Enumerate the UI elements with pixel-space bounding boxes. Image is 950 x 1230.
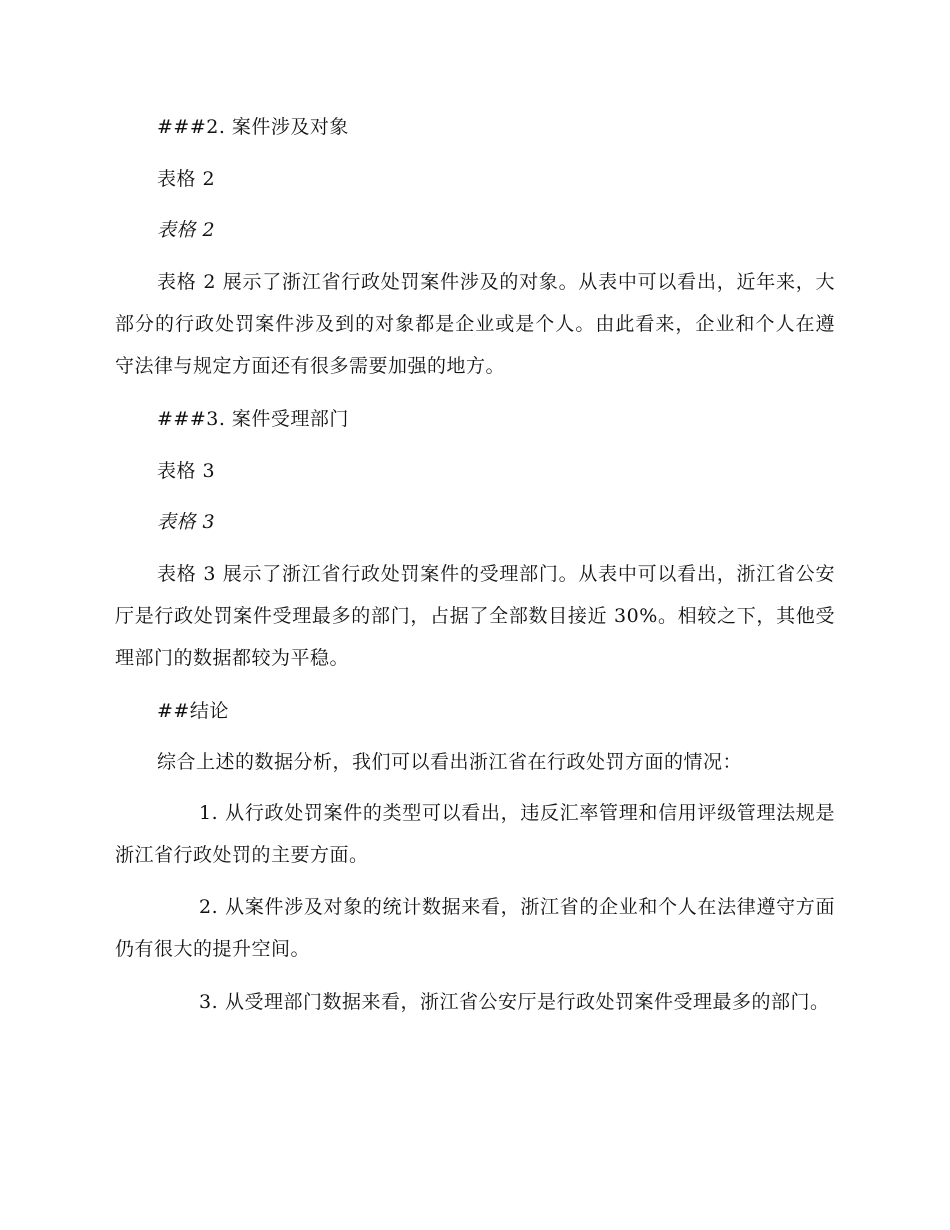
section3-heading: ###3. 案件受理部门	[157, 408, 349, 430]
list-number: 1.	[199, 802, 219, 824]
list-number: 3.	[199, 991, 219, 1013]
list-text: 从受理部门数据来看，浙江省公安厅是行政处罚案件受理最多的部门。	[225, 991, 830, 1013]
section3-table-label: 表格 3	[157, 460, 216, 482]
section3-table-caption: 表格 3	[157, 511, 216, 533]
list-text: 从行政处罚案件的类型可以看出，违反汇率管理和信用评级管理法规是浙江省行政处罚的主要方面。	[115, 802, 835, 866]
conclusion-item-3	[115, 981, 835, 1023]
conclusion-intro: 综合上述的数据分析，我们可以看出浙江省在行政处罚方面的情况：	[157, 751, 743, 773]
conclusion-heading: ##结论	[157, 700, 229, 722]
section3-paragraph: 表格 3 展示了浙江省行政处罚案件的受理部门。从表中可以看出，浙江省公安厅是行政处罚案件受理最多的部门，占据了全部数目接近 30%。相较之下，其他受理部门的数据都较为平稳。	[115, 563, 835, 669]
section2-table-label: 表格 2	[157, 168, 216, 190]
list-number: 2.	[199, 896, 219, 918]
conclusion-item-2	[115, 886, 835, 970]
conclusion-item-1	[115, 792, 835, 876]
list-text: 从案件涉及对象的统计数据来看，浙江省的企业和个人在法律遵守方面仍有很大的提升空间。	[115, 896, 835, 960]
section2-heading: ###2. 案件涉及对象	[157, 116, 349, 138]
section2-table-caption: 表格 2	[157, 219, 216, 241]
section2-paragraph: 表格 2 展示了浙江省行政处罚案件涉及的对象。从表中可以看出，近年来，大部分的行政处罚案件涉及到的对象都是企业或是个人。由此看来，企业和个人在遵守法律与规定方面还有很多需要加强的地方。	[115, 271, 835, 377]
